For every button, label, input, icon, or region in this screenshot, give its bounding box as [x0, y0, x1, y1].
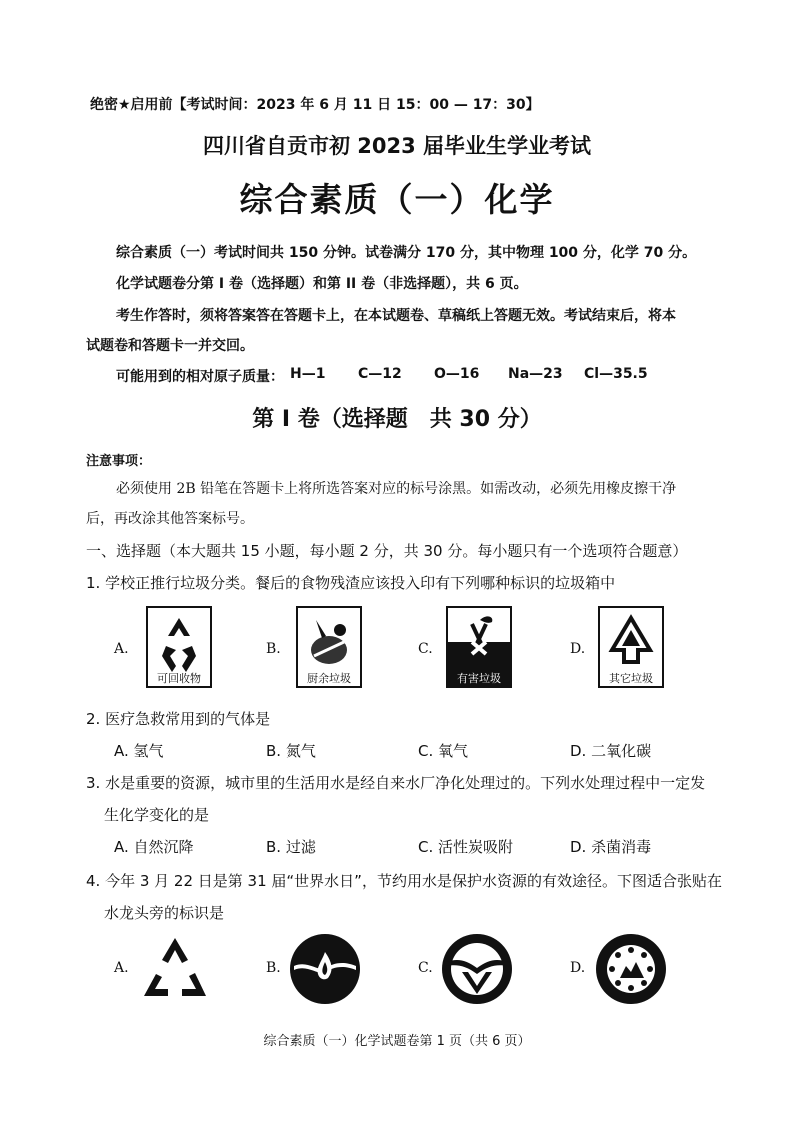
q4-option-d-label: D.: [570, 960, 586, 976]
q2-option-a: A. 氢气: [114, 742, 164, 760]
q1-option-a-caption: 可回收物: [157, 672, 201, 685]
recyclable-sign-icon: [146, 606, 212, 688]
atomic-mass-cl: Cl—35.5: [584, 366, 648, 382]
atomic-mass-o: O—16: [434, 366, 480, 382]
question-1-text: 1. 学校正推行垃圾分类。餐后的食物残渣应该投入印有下列哪种标识的垃圾箱中: [86, 574, 616, 592]
q1-option-c-label: C.: [418, 641, 433, 657]
green-food-icon: [440, 932, 514, 1006]
q4-option-b-label: B.: [266, 960, 281, 976]
instruction-line-3: 考生作答时，须将答案答在答题卡上，在本试题卷、草稿纸上答题无效。考试结束后，将本: [116, 308, 676, 324]
q4-option-c-label: C.: [418, 960, 433, 976]
section-title: 第 I 卷（选择题 共 30 分）: [252, 407, 542, 432]
instruction-line-2: 化学试题卷分第 I 卷（选择题）和第 II 卷（非选择题），共 6 页。: [116, 276, 528, 292]
atomic-mass-na: Na—23: [508, 366, 563, 382]
other-waste-sign-icon: [598, 606, 664, 688]
exam-title: 四川省自贡市初 2023 届毕业生学业考试: [202, 134, 592, 158]
part-heading: 一、选择题（本大题共 15 小题，每小题 2 分，共 30 分。每小题只有一个选项符合题意）: [86, 542, 688, 560]
q3-option-a: A. 自然沉降: [114, 838, 194, 856]
q1-option-a-label: A.: [114, 641, 129, 657]
q3-option-c: C. 活性炭吸附: [418, 838, 514, 856]
question-3-text-line-1: 3. 水是重要的资源，城市里的生活用水是经自来水厂净化处理过的。下列水处理过程中一定发: [86, 774, 706, 792]
recycle-triangle-icon: [136, 934, 214, 1004]
kitchen-waste-sign-icon: [296, 606, 362, 688]
secret-line: 绝密★启用前【考试时间：2023 年 6 月 11 日 15：00 — 17：30】: [90, 97, 540, 113]
environmental-label-icon: [594, 932, 668, 1006]
atomic-mass-h: H—1: [290, 366, 326, 382]
q1-option-c-caption: 有害垃圾: [457, 672, 501, 685]
q2-option-c: C. 氧气: [418, 742, 469, 760]
q2-option-b: B. 氮气: [266, 742, 316, 760]
note-line-2: 后，再改涂其他答案标号。: [86, 511, 254, 527]
instruction-line-1: 综合素质（一）考试时间共 150 分钟。试卷满分 170 分，其中物理 100 分，化学 70 分。: [116, 245, 697, 261]
q1-option-b-label: B.: [266, 641, 281, 657]
q3-option-b: B. 过滤: [266, 838, 316, 856]
question-4-text-line-2: 水龙头旁的标识是: [104, 904, 225, 922]
atomic-mass-label: 可能用到的相对原子质量：: [116, 369, 284, 385]
instruction-line-4: 试题卷和答题卡一并交回。: [86, 338, 254, 354]
q3-option-d: D. 杀菌消毒: [570, 838, 652, 856]
q4-option-a-label: A.: [114, 960, 129, 976]
question-3-text-line-2: 生化学变化的是: [104, 806, 210, 824]
subject-title: 综合素质（一）化学: [239, 180, 555, 219]
water-saving-icon: [288, 932, 362, 1006]
q1-option-d-caption: 其它垃圾: [609, 672, 653, 685]
hazardous-waste-sign-icon: [446, 606, 512, 688]
q2-option-d: D. 二氧化碳: [570, 742, 652, 760]
q1-option-b-caption: 厨余垃圾: [307, 672, 351, 685]
q1-option-d-label: D.: [570, 641, 586, 657]
atomic-mass-c: C—12: [358, 366, 402, 382]
note-line-1: 必须使用 2B 铅笔在答题卡上将所选答案对应的标号涂黑。如需改动，必须先用橡皮擦干净: [116, 481, 677, 497]
question-2-text: 2. 医疗急救常用到的气体是: [86, 710, 271, 728]
question-4-text-line-1: 4. 今年 3 月 22 日是第 31 届“世界水日”，节约用水是保护水资源的有效途径。下图适合张贴在: [86, 872, 722, 890]
page-footer: 综合素质（一）化学试题卷第 1 页（共 6 页）: [263, 1034, 531, 1049]
notes-heading: 注意事项：: [86, 454, 152, 469]
